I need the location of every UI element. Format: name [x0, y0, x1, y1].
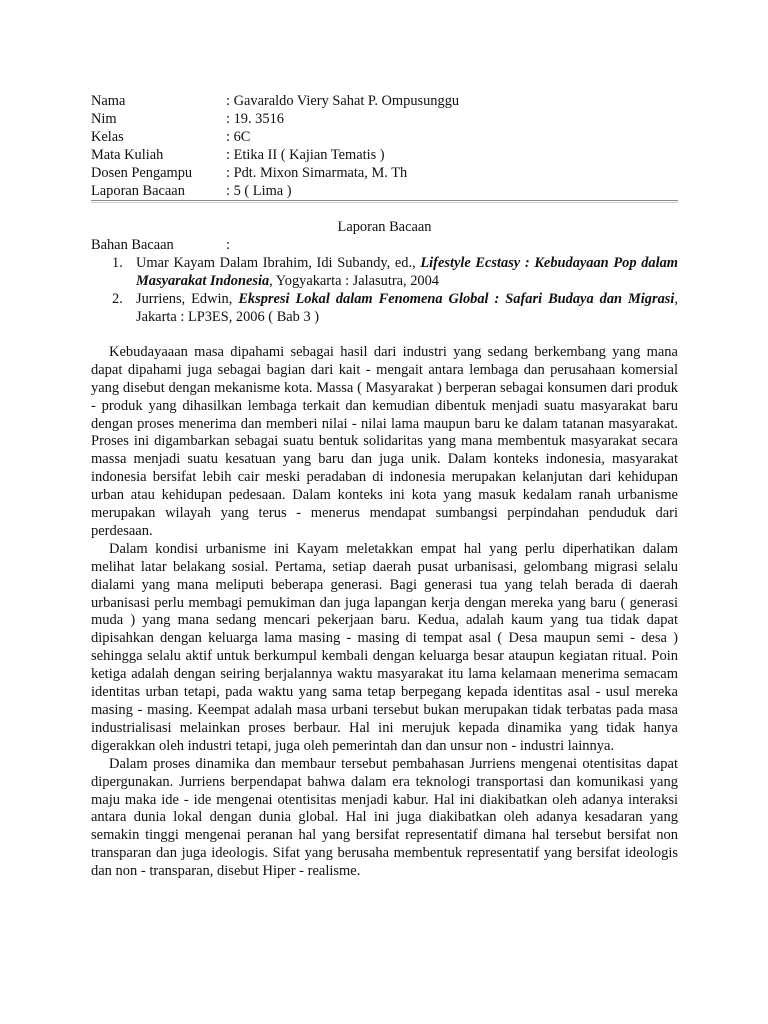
identity-row-mata-kuliah: [91, 147, 678, 165]
source-item: [91, 291, 678, 327]
document-page: [91, 93, 678, 881]
identity-value: : 6C: [226, 128, 251, 145]
identity-block: [91, 93, 678, 200]
source-book-title: Lifestyle Ecstasy : Kebudayaan Pop dalam Masyarakat Indonesia: [136, 255, 679, 290]
identity-row-dosen: [91, 165, 678, 183]
identity-row-nama: [91, 93, 678, 111]
identity-label: Dosen Pengampu: [91, 164, 193, 181]
identity-label: Nama: [91, 93, 126, 109]
identity-label: Laporan Bacaan: [91, 182, 185, 199]
identity-label: Kelas: [91, 128, 124, 145]
source-author: Jurriens, Edwin,: [136, 291, 239, 308]
identity-value: : 19. 3516: [226, 110, 284, 127]
source-author: Umar Kayam Dalam Ibrahim, Idi Subandy, ed.,: [136, 255, 421, 272]
sources-heading-colon: :: [226, 237, 230, 254]
source-citation: [136, 255, 678, 291]
source-item: [91, 255, 678, 291]
report-body: [91, 344, 678, 881]
sources-heading-label: Bahan Bacaan: [91, 237, 174, 254]
source-citation: [136, 291, 678, 327]
source-publisher: , Yogyakarta : Jalasutra, 2004: [269, 273, 440, 290]
identity-value: : Etika II ( Kajian Tematis ): [226, 146, 385, 163]
source-number: 2.: [112, 291, 123, 308]
identity-row-laporan: [91, 183, 678, 201]
identity-label: Mata Kuliah: [91, 146, 164, 163]
header-divider: [91, 200, 678, 203]
identity-value: : 5 ( Lima ): [226, 182, 292, 199]
identity-row-kelas: [91, 129, 678, 147]
paragraph: Dalam kondisi urbanisme ini Kayam meletakkan empat hal yang perlu diperhatikan dalam melihat latar belakang sosial. Pertama, setiap daerah pusat urbanisasi, gelombang migrasi selalu dialami yang mana meliputi beberapa generasi. Bagi generasi tua yang telah berada di daerah urbanisasi perlu membagi pemukiman dan juga lapangan kerja dengan mereka yang baru ( generasi muda ) yang mana sedang mencari pekerjaan baru. Kedua, adalah kaum yang tua tidak dapat dipisahkan dengan keluarga lama masing - masing di tempat asal ( Desa maupun semi - desa ) sehingga selalu aktif untuk berkumpul kembali dengan keluarga besar ataupun kegiatan ritual. Poin ketiga adalah dengan seiring berjalannya waktu masyarakat itu lama kelamaan menerima semacam identitas urban tetapi, pada waktu yang sama tetap berpegang kepada identitas asal - usul mereka masing - masing. Keempat adalah masa urbani tersebut bukan merupakan tidak terbatas pada masa industrialisasi melainkan proses berbaur. Hal ini merujuk kepada dinamika yang tidak hanya digerakkan oleh industri tetapi, juga oleh pemerintah dan dan unsur non - industri lainnya.: [91, 540, 678, 754]
identity-row-nim: [91, 111, 678, 129]
sources-list: [91, 255, 678, 327]
source-book-title: Ekspresi Lokal dalam Fenomena Global : Safari Budaya dan Migrasi: [238, 291, 675, 308]
identity-value: : Gavaraldo Viery Sahat P. Ompusunggu: [226, 93, 460, 109]
identity-label: Nim: [91, 110, 117, 127]
source-publisher: , Jakarta : LP3ES, 2006 ( Bab 3 ): [136, 291, 678, 325]
identity-value: : Pdt. Mixon Simarmata, M. Th: [226, 164, 408, 181]
paragraph: Kebudayaaan masa dipahami sebagai hasil dari industri yang sedang berkembang yang mana dapat dipahami juga sebagai bagian dari kait - mengait antara lembaga dan perusahaan komersial yang disebut dengan mekanisme kota. Massa ( Masyarakat ) berperan sebagai konsumen dari produk - produk yang dihasilkan lembaga terkait dan kemudian dibentuk menjadi suatu masyarakat baru dengan proses menerima dan memberi nilai - nilai lama maupun baru ke dalam tatanan masyarakat. Proses ini digambarkan sebagai suatu bentuk solidaritas yang mana membentuk masyarakat secara massa menjadi suatu kesatuan yang baru dan juga unik. Dalam konteks indonesia, masyarakat indonesia bersifat lebih cair meski peradaban di indonesia merupakan kelanjutan dari kehidupan urban atau kehidupan pedesaan. Dalam konteks ini kota yang masuk kedalam ranah urbanisme merupakan wilayah yang terus - menerus mendapat sumbangsi perpindahan penduduk dari perdesaan.: [91, 343, 678, 539]
sources-heading: [91, 237, 678, 255]
source-number: 1.: [112, 255, 123, 272]
document-title: Laporan Bacaan: [337, 219, 432, 236]
paragraph: Dalam proses dinamika dan membaur tersebut pembahasan Jurriens mengenai otentisitas dapat dipergunakan. Jurriens berpendapat bahwa dalam era teknologi transportasi dan komunikasi yang maju maka ide - ide mengenai otentisitas menjadi kabur. Hal ini diakibatkan oleh adanya interaksi antara dunia lokal dengan dunia global. Hal ini juga diakibatkan oleh adanya kesadaran yang semakin tinggi mengenai peranan hal yang bersifat representatif dimana hal tersebut bersifat non transparan dan juga ideologis. Sifat yang berusaha membentuk representatif yang bersifat ideologis dan non - transparan, disebut Hiper - realisme.: [91, 755, 678, 880]
